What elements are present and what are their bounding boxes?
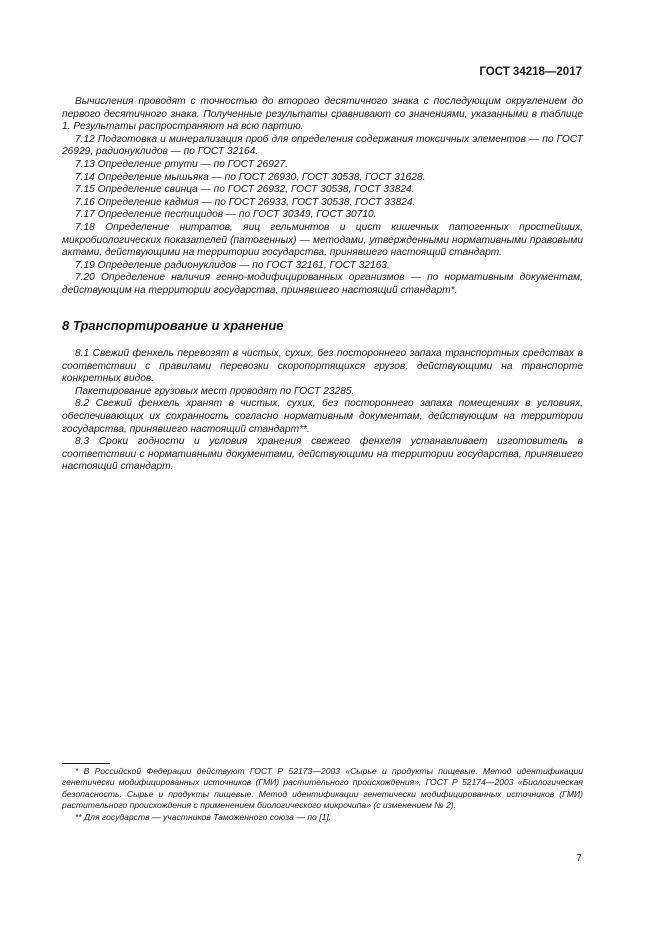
paragraph-7-12: 7.12 Подготовка и минерализация проб для определения содержания токсичных элементов — по ГОСТ 26929, радионуклидов — по ГОСТ 32164. [62, 133, 583, 158]
paragraph-7-17: 7.17 Определение пестицидов — по ГОСТ 30349, ГОСТ 30710. [75, 209, 377, 221]
paragraph: Вычисления проводят с точностью до второго десятичного знака с последующим округлением до первого десятичного знака. Полученные результаты сравнивают со значениями, указанными в таблице 1. Результаты распространяют на всю партию. [62, 96, 583, 133]
paragraph-7-18: 7.18 Определение нитратов, яиц гельминтов и цист кишечных патогенных простейших, микробиологических показателей (патогенных) — методами, утвержденными нормативными правовыми актами, действующими на территории государства, принявшего настоящий стандарт. [62, 221, 583, 259]
footnote-1: * В Российской Федерации действуют ГОСТ Р 52173—2003 «Сырье и продукты пищевые. Метод идентификации генетически модифицированных источников (ГМИ) растительного происхождения», ГОСТ Р 52174—2003 «Биологическая безопасность. Сырье и продукты пищевые. Метод идентификации генетически модифицированных источников (ГМИ) растительного происхождения с применением биологического микрочипа» (с изменением № 2). [62, 766, 583, 811]
paragraph-7-15: 7.15 Определение свинца — по ГОСТ 26932, ГОСТ 30538, ГОСТ 33824. [75, 184, 415, 196]
paragraph-7-19: 7.19 Определение радионуклидов — по ГОСТ 32161, ГОСТ 32163. [75, 259, 390, 271]
document-code-header: ГОСТ 34218—2017 [479, 66, 582, 78]
paragraph-8-3: 8.3 Сроки годности и условия хранения свежего фенхеля устанавливает изготовитель в соответствии с нормативными документами, действующими на территории государства, принявшего настоящий стандарт. [62, 436, 583, 473]
paragraph-7-14: 7.14 Определение мышьяка — по ГОСТ 26930, ГОСТ 30538, ГОСТ 31628. [75, 171, 426, 183]
paragraph-packaging: Пакетирование грузовых мест проводят по ГОСТ 23285. [75, 385, 355, 397]
footnotes [62, 763, 583, 823]
paragraph-7-13: 7.13 Определение ртути — по ГОСТ 26927. [75, 158, 289, 170]
paragraph-8-1: 8.1 Свежий фенхель перевозят в чистых, сухих, без постороннего запаха транспортных средствах в соответствии с правилами перевозки скоропортящихся грузов, действующими на транспорте конкретных видов. [62, 348, 583, 385]
footnote-2: ** Для государств — участников Таможенного союза — по [1]. [75, 811, 332, 822]
paragraph-7-16: 7.16 Определение кадмия — по ГОСТ 26933, ГОСТ 30538, ГОСТ 33824. [75, 196, 416, 208]
page-number: 7 [576, 852, 582, 864]
paragraph-7-20: 7.20 Определение наличия генно-модифицированных организмов — по нормативным документам, действующим на территории государства, принявшего настоящий стандарт*. [62, 272, 583, 296]
main-text [62, 96, 583, 474]
footnote-divider [62, 763, 110, 764]
section-heading: 8 Транспортирование и хранение [62, 317, 284, 333]
paragraph-8-2: 8.2 Свежий фенхель хранят в чистых, сухих, без постороннего запаха помещениях в условиях, обеспечивающих их сохранность согласно нормативным документам, действующим на территории государства, принявшего настоящий стандарт**. [62, 398, 583, 435]
